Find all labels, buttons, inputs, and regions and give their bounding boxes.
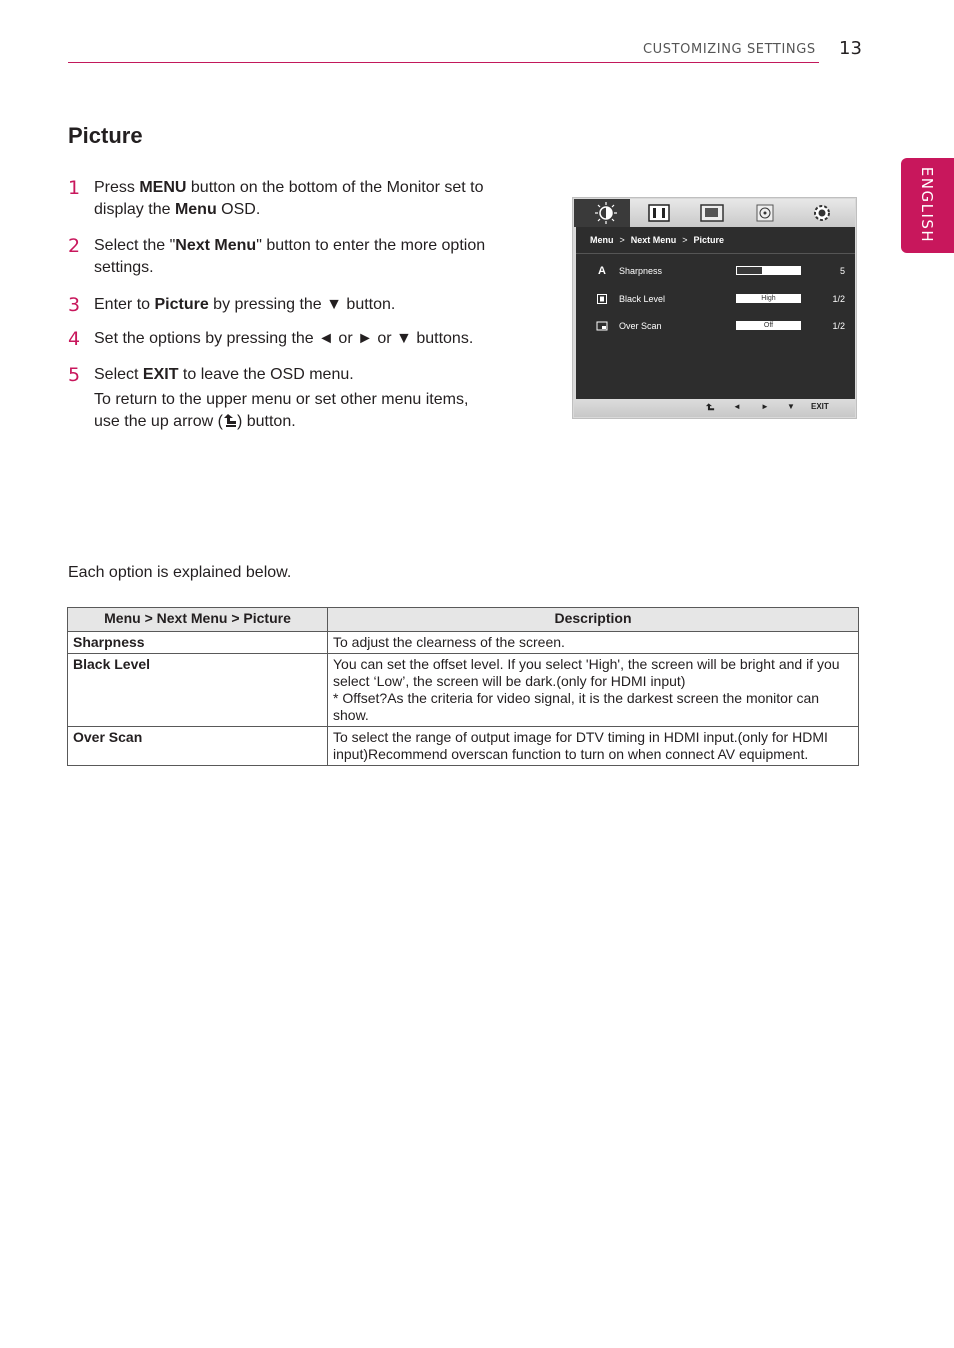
osd-exit-button[interactable]: EXIT — [811, 402, 829, 411]
step-number: 5 — [68, 364, 81, 386]
intro-text: Each option is explained below. — [68, 564, 292, 581]
step-1 — [68, 177, 498, 221]
step-text: Select the "Next Menu" button to enter the more option settings. — [94, 237, 486, 276]
screen-ratio-icon — [644, 199, 684, 227]
osd-row-over-scan[interactable]: Over Scan Off 1/2 — [576, 317, 855, 337]
osd-right-button[interactable]: ► — [761, 402, 769, 411]
osd-tab-picture[interactable] — [574, 199, 630, 227]
header-divider — [68, 62, 819, 63]
step-number: 2 — [68, 235, 81, 257]
over-scan-icon — [596, 320, 608, 332]
option-name: Black Level — [68, 654, 328, 727]
option-description: To adjust the clearness of the screen. — [328, 632, 859, 654]
steps-list — [68, 177, 498, 433]
table-header-row — [68, 608, 859, 632]
step-4 — [68, 328, 498, 350]
page-title: Picture — [68, 123, 143, 148]
osd-tab-ratio[interactable] — [644, 199, 700, 227]
table-row — [68, 654, 859, 727]
step-number: 4 — [68, 328, 81, 350]
option-description: To select the range of output image for DTV timing in HDMI input.(only for HDMI input)Recommend overscan function to turn on when connect AV equipment. — [328, 727, 859, 766]
language-tab — [901, 158, 954, 253]
step-5 — [68, 364, 498, 433]
step-2 — [68, 235, 498, 279]
disc-icon — [750, 199, 790, 227]
over-scan-selector[interactable]: Off — [736, 321, 801, 330]
option-name: Sharpness — [68, 632, 328, 654]
step-subtext: To return to the upper menu or set other menu items, use the up arrow ( ) button. — [94, 391, 469, 430]
osd-tab-bar — [574, 199, 855, 227]
step-text: Enter to Picture by pressing the ▼ button. — [94, 296, 396, 313]
option-name: Over Scan — [68, 727, 328, 766]
osd-row-sharpness[interactable]: A Sharpness 5 — [576, 262, 855, 282]
step-text: Press MENU button on the bottom of the Monitor set to display the Menu OSD. — [94, 179, 484, 218]
section-title: CUSTOMIZING SETTINGS — [643, 42, 816, 57]
options-table — [67, 607, 859, 766]
osd-breadcrumb: Menu > Next Menu > Picture — [590, 235, 725, 245]
sharpness-bar-fill — [737, 267, 762, 274]
osd-left-button[interactable]: ◄ — [733, 402, 741, 411]
table-row — [68, 727, 859, 766]
up-arrow-icon — [223, 412, 237, 428]
page-number: 13 — [839, 38, 862, 59]
sharpness-icon: A — [598, 265, 606, 277]
osd-button-bar — [574, 399, 855, 417]
table-header-menu: Menu > Next Menu > Picture — [68, 608, 328, 632]
osd-tab-settings[interactable] — [804, 199, 860, 227]
black-level-icon — [596, 293, 608, 305]
step-number: 1 — [68, 177, 81, 199]
osd-screenshot — [572, 197, 857, 419]
gear-icon — [804, 199, 844, 227]
step-number: 3 — [68, 294, 81, 316]
osd-up-button[interactable] — [705, 402, 715, 415]
step-text: Set the options by pressing the ◄ or ► or ▼ buttons. — [94, 330, 474, 347]
language-tab-label: ENGLISH — [918, 166, 936, 244]
table-header-description: Description — [328, 608, 859, 632]
osd-tab-screen[interactable] — [698, 199, 754, 227]
step-3 — [68, 294, 498, 316]
brightness-icon — [574, 199, 630, 227]
osd-row-black-level[interactable]: Black Level High 1/2 — [576, 290, 855, 310]
up-arrow-icon — [705, 402, 715, 413]
osd-menu-panel — [576, 227, 855, 399]
screen-icon — [698, 199, 738, 227]
sharpness-bar[interactable] — [736, 266, 801, 275]
step-text: Select EXIT to leave the OSD menu. — [94, 366, 354, 383]
table-row — [68, 632, 859, 654]
osd-down-button[interactable]: ▼ — [787, 402, 795, 411]
black-level-selector[interactable]: High — [736, 294, 801, 303]
osd-tab-function[interactable] — [750, 199, 806, 227]
option-description: You can set the offset level. If you select 'High', the screen will be bright and if you select ‘Low’, the screen will be dark.(only for HDMI input) * Offset?As the criteria for video signal, it is the darkest screen the monitor can show. — [328, 654, 859, 727]
